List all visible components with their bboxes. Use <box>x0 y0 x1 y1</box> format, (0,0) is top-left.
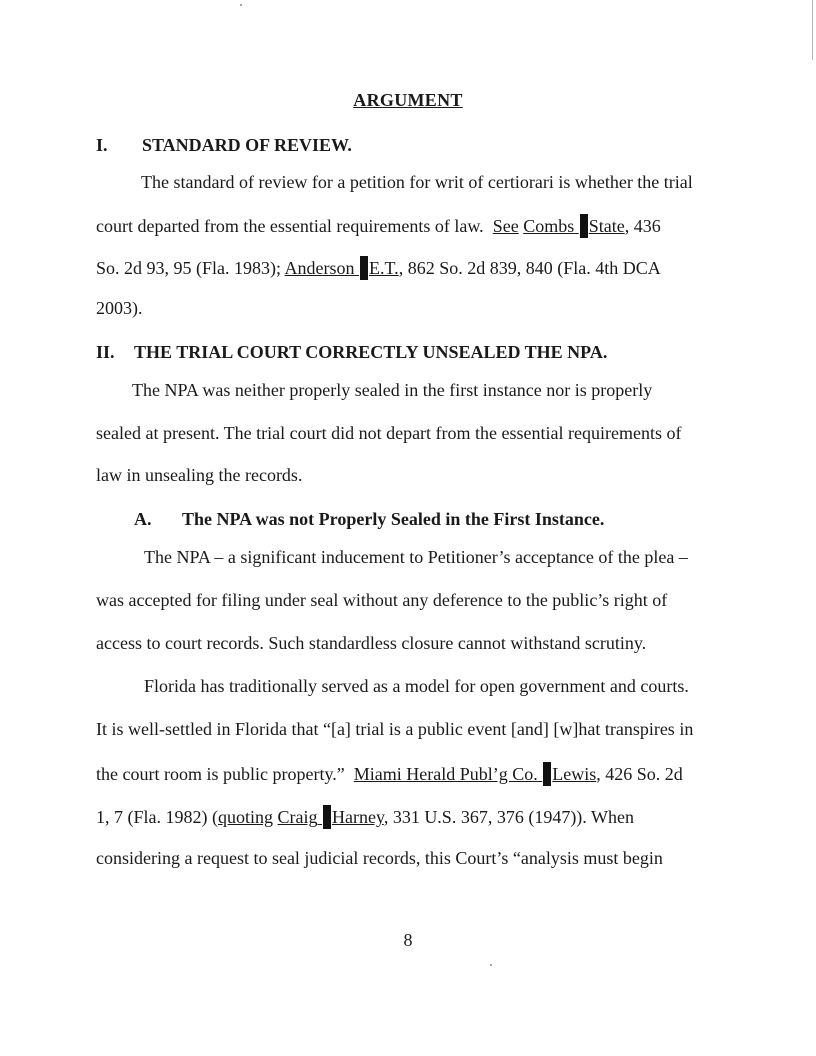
case-combs-party-1: Combs <box>523 216 575 236</box>
case-miami-herald <box>354 764 596 784</box>
case-combs-party-2: State <box>588 216 625 236</box>
redaction-mark <box>543 762 551 786</box>
case-craig-citation: , 331 U.S. 367, 376 (1947)). When <box>383 807 634 827</box>
sa-line-8: considering a request to seal judicial records, this Court’s “analysis must begin <box>96 848 663 868</box>
sa-line-3: access to court records. Such standardless closure cannot withstand scrutiny. <box>96 633 647 653</box>
redaction-mark <box>360 256 368 280</box>
argument-heading: ARGUMENT <box>353 90 463 110</box>
s1-line-2 <box>96 214 661 238</box>
sa-line-1: The NPA – a significant inducement to Petitioner’s acceptance of the plea – <box>144 547 688 567</box>
s1-line-1: The standard of review for a petition for writ of certiorari is whether the trial <box>141 172 693 192</box>
case-craig-party-2: Harney <box>332 807 384 827</box>
s1-line-2-text: court departed from the essential requirements of law. <box>96 216 484 236</box>
case-combs <box>523 216 625 236</box>
case-anderson <box>285 258 399 278</box>
subsection-a-number: A. <box>134 509 152 529</box>
case-craig <box>278 807 384 827</box>
redaction-mark <box>323 805 331 829</box>
section-1-title: STANDARD OF REVIEW. <box>142 135 352 155</box>
case-combs-citation: , 436 <box>624 216 661 236</box>
page-number: 8 <box>403 930 413 950</box>
section-2-heading <box>96 342 607 363</box>
section-1-number: I. <box>96 135 108 155</box>
quoting-signal: quoting <box>217 807 273 827</box>
scan-speck <box>490 964 492 966</box>
sa-line-7-text: 1, 7 (Fla. 1982) ( <box>96 807 218 827</box>
sa-line-4: Florida has traditionally served as a model for open government and courts. <box>144 676 689 696</box>
s1-line-3-text: So. 2d 93, 95 (Fla. 1983); <box>96 258 282 278</box>
scan-speck <box>240 4 242 6</box>
sa-line-5: It is well-settled in Florida that “[a] trial is a public event [and] [w]hat transpires in <box>96 719 694 739</box>
section-2-title: THE TRIAL COURT CORRECTLY UNSEALED THE NPA. <box>134 342 608 362</box>
scan-edge-mark <box>812 0 813 60</box>
s1-line-3 <box>96 256 661 280</box>
sa-line-2: was accepted for filing under seal without any deference to the public’s right of <box>96 590 668 610</box>
sa-line-7 <box>96 805 634 829</box>
see-signal: See <box>492 216 519 236</box>
subsection-a-title: The NPA was not Properly Sealed in the First Instance. <box>182 509 605 529</box>
case-miami-herald-citation: , 426 So. 2d <box>596 764 683 784</box>
subsection-a-heading <box>134 509 604 530</box>
s2-line-2: sealed at present. The trial court did not depart from the essential requirements of <box>96 423 682 443</box>
s2-line-3: law in unsealing the records. <box>96 465 303 485</box>
case-anderson-party-1: Anderson <box>284 258 355 278</box>
section-1-heading <box>96 135 352 156</box>
sa-line-6 <box>96 762 683 786</box>
case-anderson-citation: , 862 So. 2d 839, 840 (Fla. 4th DCA <box>398 258 661 278</box>
case-miami-herald-party-2: Lewis <box>552 764 597 784</box>
redaction-mark <box>580 214 588 238</box>
case-anderson-party-2: E.T. <box>369 258 399 278</box>
s1-line-4: 2003). <box>96 298 143 318</box>
s2-line-1: The NPA was neither properly sealed in the first instance nor is properly <box>132 380 653 400</box>
case-craig-party-1: Craig <box>277 807 318 827</box>
case-miami-herald-party-1: Miami Herald Publ’g Co. <box>353 764 538 784</box>
sa-line-6-text: the court room is public property.” <box>96 764 345 784</box>
section-2-number: II. <box>96 342 115 362</box>
